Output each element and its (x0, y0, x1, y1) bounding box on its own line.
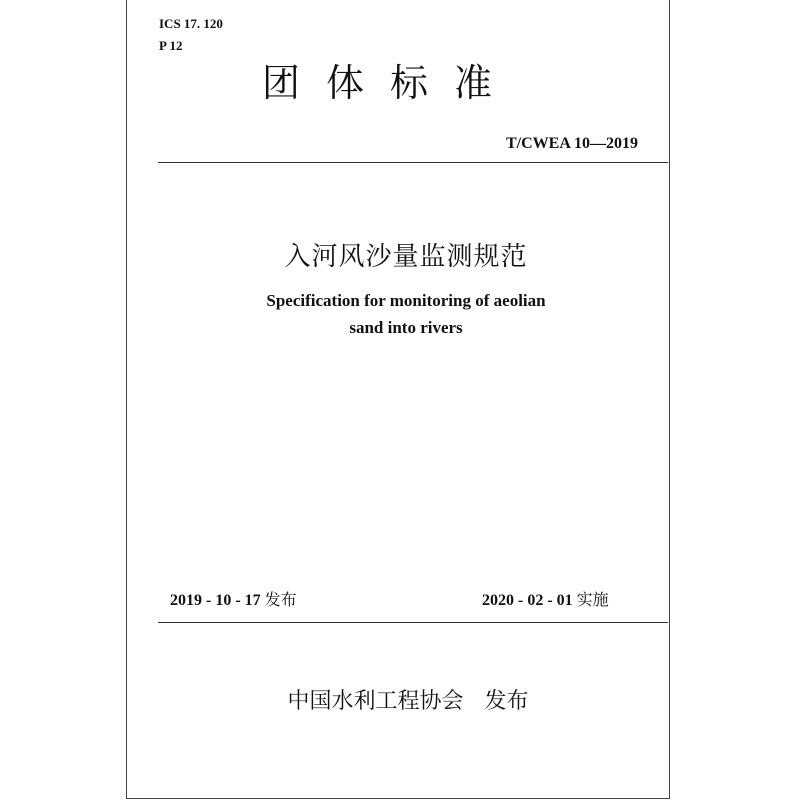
publisher-name: 中国水利工程协会 (287, 689, 464, 714)
ccs-code: P 12 (159, 38, 183, 53)
publisher-line (0, 686, 800, 718)
publish-label: 发布 (484, 689, 529, 714)
title-english-line-2: sand into rivers (349, 318, 463, 337)
implementation-date: 2020 - 02 - 01 (482, 592, 573, 609)
title-english-line-1: Specification for monitoring of aeolian (266, 291, 546, 310)
footer-divider (158, 622, 668, 623)
standard-number: T/CWEA 10—2019 (505, 135, 638, 152)
implementation-label: 实施 (576, 590, 609, 609)
issue-label: 发布 (264, 590, 297, 609)
header-divider (158, 162, 668, 163)
implementation-date-block (482, 588, 609, 613)
title-chinese: 入河风沙量监测规范 (284, 242, 528, 272)
standard-type-heading: 团体标准 (262, 61, 519, 105)
ics-code: ICS 17. 120 (159, 16, 223, 31)
issue-date-block (170, 588, 297, 613)
document-cover-page (126, 0, 670, 799)
issue-date: 2019 - 10 - 17 (170, 592, 261, 609)
